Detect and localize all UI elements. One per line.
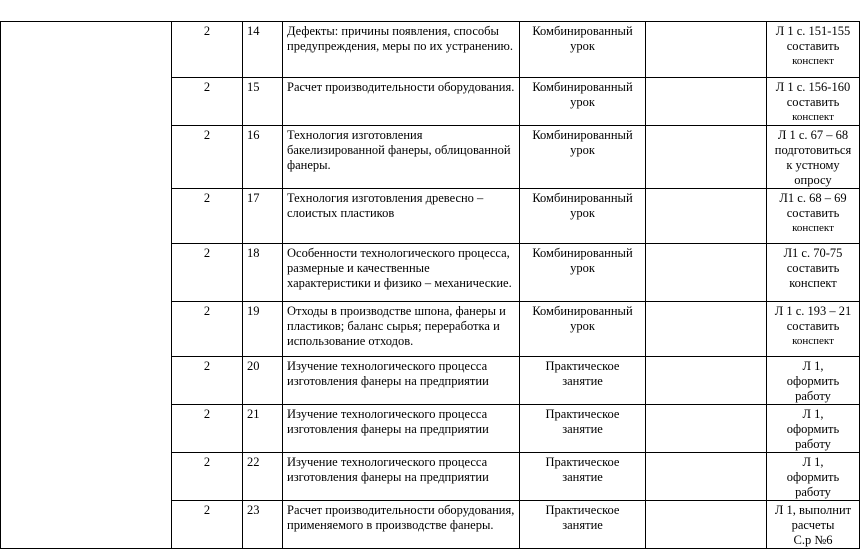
- topic-cell: Изучение технологического процесса изготовления фанеры на предприятии: [283, 405, 520, 453]
- lesson-number-cell: 21: [243, 405, 283, 453]
- lesson-type-cell: Комбинированный урок: [520, 78, 646, 126]
- homework-cell: [767, 453, 860, 501]
- lesson-number-cell: 17: [243, 189, 283, 244]
- empty-cell: [646, 453, 767, 501]
- lesson-type-cell: Комбинированный урок: [520, 126, 646, 189]
- homework-cell: [767, 302, 860, 357]
- homework-task: составить: [786, 39, 840, 53]
- homework-task: подготовиться: [774, 143, 852, 157]
- empty-cell: [646, 22, 767, 78]
- semester-cell: 2: [172, 405, 243, 453]
- homework-task-detail: С.р №6: [793, 533, 833, 547]
- semester-cell: 2: [172, 78, 243, 126]
- literature-ref: Л 1,: [802, 359, 824, 373]
- homework-cell: [767, 189, 860, 244]
- homework-task: составить: [786, 319, 840, 333]
- homework-task-detail: конспект: [792, 55, 834, 67]
- table-row: [1, 22, 860, 78]
- lesson-number-cell: 22: [243, 453, 283, 501]
- lesson-number-cell: 19: [243, 302, 283, 357]
- lesson-number-cell: 20: [243, 357, 283, 405]
- lesson-number-cell: 15: [243, 78, 283, 126]
- lesson-type-cell: Комбинированный урок: [520, 189, 646, 244]
- empty-cell: [646, 189, 767, 244]
- literature-ref: Л 1,: [802, 407, 824, 421]
- empty-cell: [646, 302, 767, 357]
- empty-cell: [646, 405, 767, 453]
- homework-cell: [767, 244, 860, 302]
- semester-cell: 2: [172, 126, 243, 189]
- homework-task-detail: конспект: [792, 335, 834, 347]
- lesson-number-cell: 23: [243, 501, 283, 549]
- homework-task: составить: [786, 206, 840, 220]
- homework-task: составить: [786, 261, 840, 275]
- lesson-number-cell: 14: [243, 22, 283, 78]
- semester-cell: 2: [172, 302, 243, 357]
- lesson-type-cell: Практическое занятие: [520, 501, 646, 549]
- literature-ref: Л1 с. 68 – 69: [779, 191, 847, 205]
- empty-cell: [646, 501, 767, 549]
- homework-task: оформить: [786, 422, 840, 436]
- semester-cell: 2: [172, 501, 243, 549]
- homework-task: оформить: [786, 374, 840, 388]
- blank-column: [1, 22, 172, 549]
- empty-cell: [646, 357, 767, 405]
- homework-task: оформить: [786, 470, 840, 484]
- topic-cell: Изучение технологического процесса изготовления фанеры на предприятии: [283, 453, 520, 501]
- topic-cell: Расчет производительности оборудования.: [283, 78, 520, 126]
- semester-cell: 2: [172, 189, 243, 244]
- literature-ref: Л 1,: [802, 455, 824, 469]
- topic-cell: Отходы в производстве шпона, фанеры и пластиков; баланс сырья; переработка и использование отходов.: [283, 302, 520, 357]
- literature-ref: Л 1 с. 151-155: [775, 24, 851, 38]
- lesson-number-cell: 18: [243, 244, 283, 302]
- literature-ref: Л 1 с. 156-160: [775, 80, 851, 94]
- homework-cell: [767, 501, 860, 549]
- homework-cell: [767, 22, 860, 78]
- semester-cell: 2: [172, 453, 243, 501]
- homework-task-detail: конспект: [792, 111, 834, 123]
- lesson-type-cell: Практическое занятие: [520, 453, 646, 501]
- homework-cell: [767, 405, 860, 453]
- homework-task-detail: работу: [795, 389, 831, 403]
- lesson-plan-table: [0, 21, 860, 549]
- semester-cell: 2: [172, 357, 243, 405]
- lesson-type-cell: Комбинированный урок: [520, 302, 646, 357]
- homework-cell: [767, 78, 860, 126]
- lesson-type-cell: Комбинированный урок: [520, 244, 646, 302]
- homework-task: расчеты: [791, 518, 835, 532]
- lesson-type-cell: Практическое занятие: [520, 357, 646, 405]
- homework-task-detail: работу: [795, 485, 831, 499]
- empty-cell: [646, 78, 767, 126]
- homework-task: составить: [786, 95, 840, 109]
- homework-cell: [767, 126, 860, 189]
- literature-ref: Л 1, выполнит: [774, 503, 852, 517]
- topic-cell: Дефекты: причины появления, способы предупреждения, меры по их устранению.: [283, 22, 520, 78]
- homework-task-detail: конспект: [789, 276, 837, 290]
- empty-cell: [646, 244, 767, 302]
- topic-cell: Расчет производительности оборудования, применяемого в производстве фанеры.: [283, 501, 520, 549]
- homework-cell: [767, 357, 860, 405]
- literature-ref: Л1 с. 70-75: [783, 246, 843, 260]
- empty-cell: [646, 126, 767, 189]
- semester-cell: 2: [172, 244, 243, 302]
- lesson-number-cell: 16: [243, 126, 283, 189]
- lesson-type-cell: Практическое занятие: [520, 405, 646, 453]
- homework-task-detail: работу: [795, 437, 831, 451]
- semester-cell: 2: [172, 22, 243, 78]
- literature-ref: Л 1 с. 193 – 21: [774, 304, 852, 318]
- literature-ref: Л 1 с. 67 – 68: [777, 128, 849, 142]
- homework-task-detail: конспект: [792, 222, 834, 234]
- topic-cell: Технология изготовления древесно – слоистых пластиков: [283, 189, 520, 244]
- topic-cell: Особенности технологического процесса, размерные и качественные характеристики и физико – механические.: [283, 244, 520, 302]
- homework-task-detail: к устному опросу: [786, 158, 840, 187]
- lesson-type-cell: Комбинированный урок: [520, 22, 646, 78]
- topic-cell: Изучение технологического процесса изготовления фанеры на предприятии: [283, 357, 520, 405]
- topic-cell: Технология изготовления бакелизированной фанеры, облицованной фанеры.: [283, 126, 520, 189]
